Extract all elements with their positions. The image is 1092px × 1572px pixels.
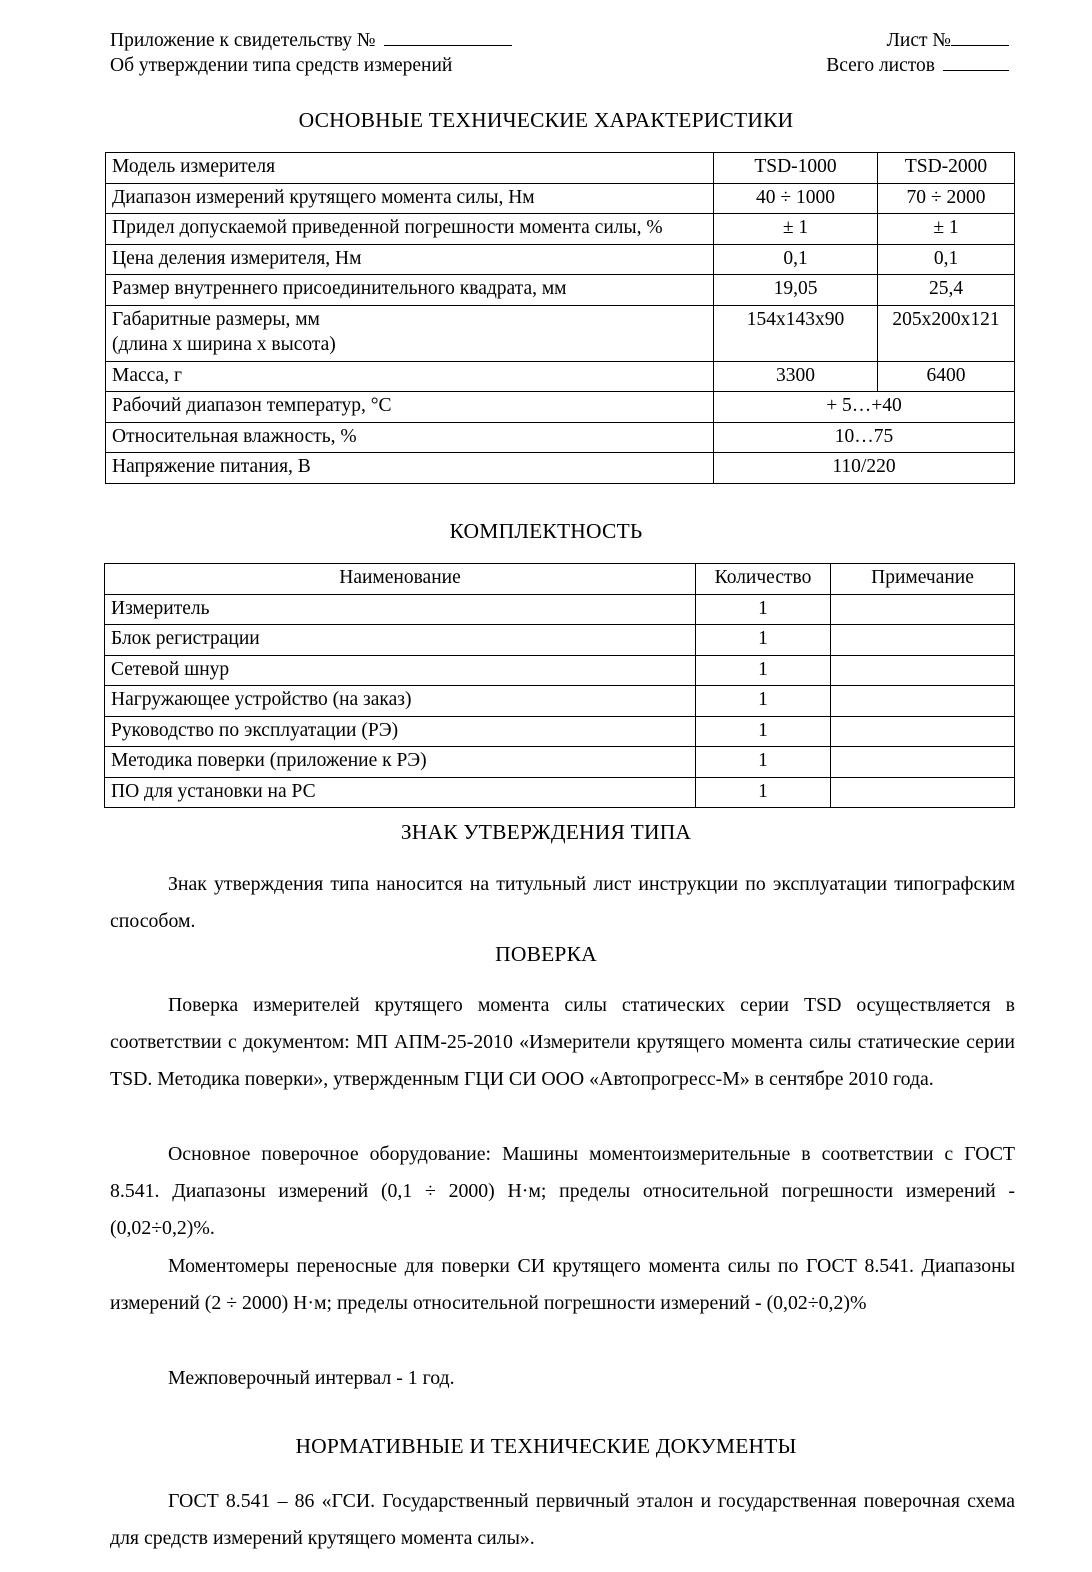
table-row [106,214,1015,245]
spec-value-cell-1: 0,1 [714,244,878,275]
spec-value-cell-1: 40 ÷ 1000 [714,183,878,214]
table-row [106,422,1015,453]
table-row [106,275,1015,306]
spec-name-cell: Рабочий диапазон температур, °С [106,392,714,423]
header-right-block [826,28,1015,78]
spec-name-cell: Масса, г [106,361,714,392]
spec-value-merged-cell: 10…75 [714,422,1015,453]
header-approval-line: Об утверждении типа средств измерений [110,55,453,76]
specs-section-title: ОСНОВНЫЕ ТЕХНИЧЕСКИЕ ХАРАКТЕРИСТИКИ [298,108,794,132]
spec-value-cell-2: ± 1 [878,214,1015,245]
kit-note-cell [831,777,1015,808]
spec-value-cell-1: ± 1 [714,214,878,245]
spec-value-cell-2: 70 ÷ 2000 [878,183,1015,214]
spec-name-cell: Модель измерителя [106,153,714,184]
header-sheet-line [826,28,1009,53]
spec-name-cell: Размер внутреннего присоединительного квадрата, мм [106,275,714,306]
spec-name-cell: Цена деления измерителя, Нм [106,244,714,275]
kit-qty-cell: 1 [696,655,831,686]
kit-qty-cell: 1 [696,777,831,808]
verification-paragraph-2: Основное поверочное оборудование: Машины моментоизмерительные в соответствии с ГОСТ 8.541. Диапазоны измерений (0,1 ÷ 2000) Н·м; пределы относительной погрешности измерений - (0,02÷0,2)%. [110,1143,1015,1240]
kit-header-qty: Количество [696,564,831,595]
table-row [105,747,1015,778]
spec-value-cell-1: 19,05 [714,275,878,306]
kit-name-cell: Измеритель [105,594,696,625]
spec-name-cell: Напряжение питания, В [106,453,714,484]
spec-name-cell: Придел допускаемой приведенной погрешности момента силы, % [106,214,714,245]
kit-qty-cell: 1 [696,716,831,747]
table-row [105,686,1015,717]
kit-name-cell: Блок регистрации [105,625,696,656]
spec-value-cell-1: 154х143х90 [714,305,878,361]
kit-note-cell [831,747,1015,778]
table-row [105,777,1015,808]
table-row [105,716,1015,747]
kit-qty-cell: 1 [696,594,831,625]
spec-value-cell-1: TSD-1000 [714,153,878,184]
spec-value-cell-2: 6400 [878,361,1015,392]
kit-name-cell: Сетевой шнур [105,655,696,686]
spec-name-cell: Габаритные размеры, мм (длина х ширина х высота) [106,305,714,361]
header-appendix-line [110,28,512,53]
mark-section-title: ЗНАК УТВЕРЖДЕНИЯ ТИПА [400,820,692,844]
kit-name-cell: Руководство по эксплуатации (РЭ) [105,716,696,747]
kit-section-title: КОМПЛЕКТНОСТЬ [449,519,643,543]
table-header-row [105,564,1015,595]
kit-note-cell [831,594,1015,625]
document-header [110,28,1015,78]
kit-qty-cell: 1 [696,625,831,656]
total-sheets-blank [943,53,1009,71]
technical-specifications-table [105,152,1015,484]
verification-section-title: ПОВЕРКА [495,942,597,966]
spec-name-cell: Диапазон измерений крутящего момента силы, Нм [106,183,714,214]
verification-paragraph-4: Межповерочный интервал - 1 год. [168,1367,455,1389]
kit-qty-cell: 1 [696,747,831,778]
header-appendix-label: Приложение к свидетельству № [110,30,376,51]
kit-header-name: Наименование [105,564,696,595]
kit-note-cell [831,716,1015,747]
spec-value-merged-cell: + 5…+40 [714,392,1015,423]
table-row [106,244,1015,275]
table-row [105,594,1015,625]
table-row [106,183,1015,214]
table-row [106,392,1015,423]
table-row [106,453,1015,484]
spec-value-cell-2: 0,1 [878,244,1015,275]
kit-name-cell: ПО для установки на РС [105,777,696,808]
spec-value-cell-2: 25,4 [878,275,1015,306]
table-row [106,153,1015,184]
spec-value-cell-1: 3300 [714,361,878,392]
sheet-number-blank [951,28,1009,46]
spec-value-cell-2: 205х200х121 [878,305,1015,361]
kit-header-note: Примечание [831,564,1015,595]
kit-name-cell: Нагружающее устройство (на заказ) [105,686,696,717]
documents-paragraph-1: ГОСТ 8.541 – 86 «ГСИ. Государственный первичный эталон и государственная поверочная схема для средств измерений крутящего момента силы». [110,1490,1015,1550]
documents-section-title: НОРМАТИВНЫЕ И ТЕХНИЧЕСКИЕ ДОКУМЕНТЫ [295,1434,797,1458]
verification-paragraph-3: Моментомеры переносные для поверки СИ крутящего момента силы по ГОСТ 8.541. Диапазоны измерений (2 ÷ 2000) Н·м; пределы относительной погрешности измерений - (0,02÷0,2)% [110,1255,1015,1315]
kit-note-cell [831,655,1015,686]
verification-paragraph-1: Поверка измерителей крутящего момента силы статических серии TSD осуществляется в соответствии с документом: МП АПМ-25-2010 «Измерители крутящего момента силы статические серии TSD. Методика поверки», утвержденным ГЦИ СИ ООО «Автопрогресс-М» в сентябре 2010 года. [110,994,1015,1091]
table-row [105,625,1015,656]
spec-value-cell-2: TSD-2000 [878,153,1015,184]
kit-table-body [105,564,1015,808]
header-total-sheets-line [826,53,1009,78]
kit-qty-cell: 1 [696,686,831,717]
kit-note-cell [831,686,1015,717]
table-row [106,361,1015,392]
header-left-block [110,28,512,78]
table-row [106,305,1015,361]
specs-table-body [106,153,1015,484]
kit-note-cell [831,625,1015,656]
header-total-sheets-label: Всего листов [826,55,935,76]
spec-value-merged-cell: 110/220 [714,453,1015,484]
mark-paragraph: Знак утверждения типа наносится на титульный лист инструкции по эксплуатации типографским способом. [110,873,1015,933]
kit-name-cell: Методика поверки (приложение к РЭ) [105,747,696,778]
completeness-table [104,563,1015,808]
table-row [105,655,1015,686]
spec-name-cell: Относительная влажность, % [106,422,714,453]
appendix-number-blank [384,28,512,46]
header-sheet-label: Лист № [886,30,951,51]
